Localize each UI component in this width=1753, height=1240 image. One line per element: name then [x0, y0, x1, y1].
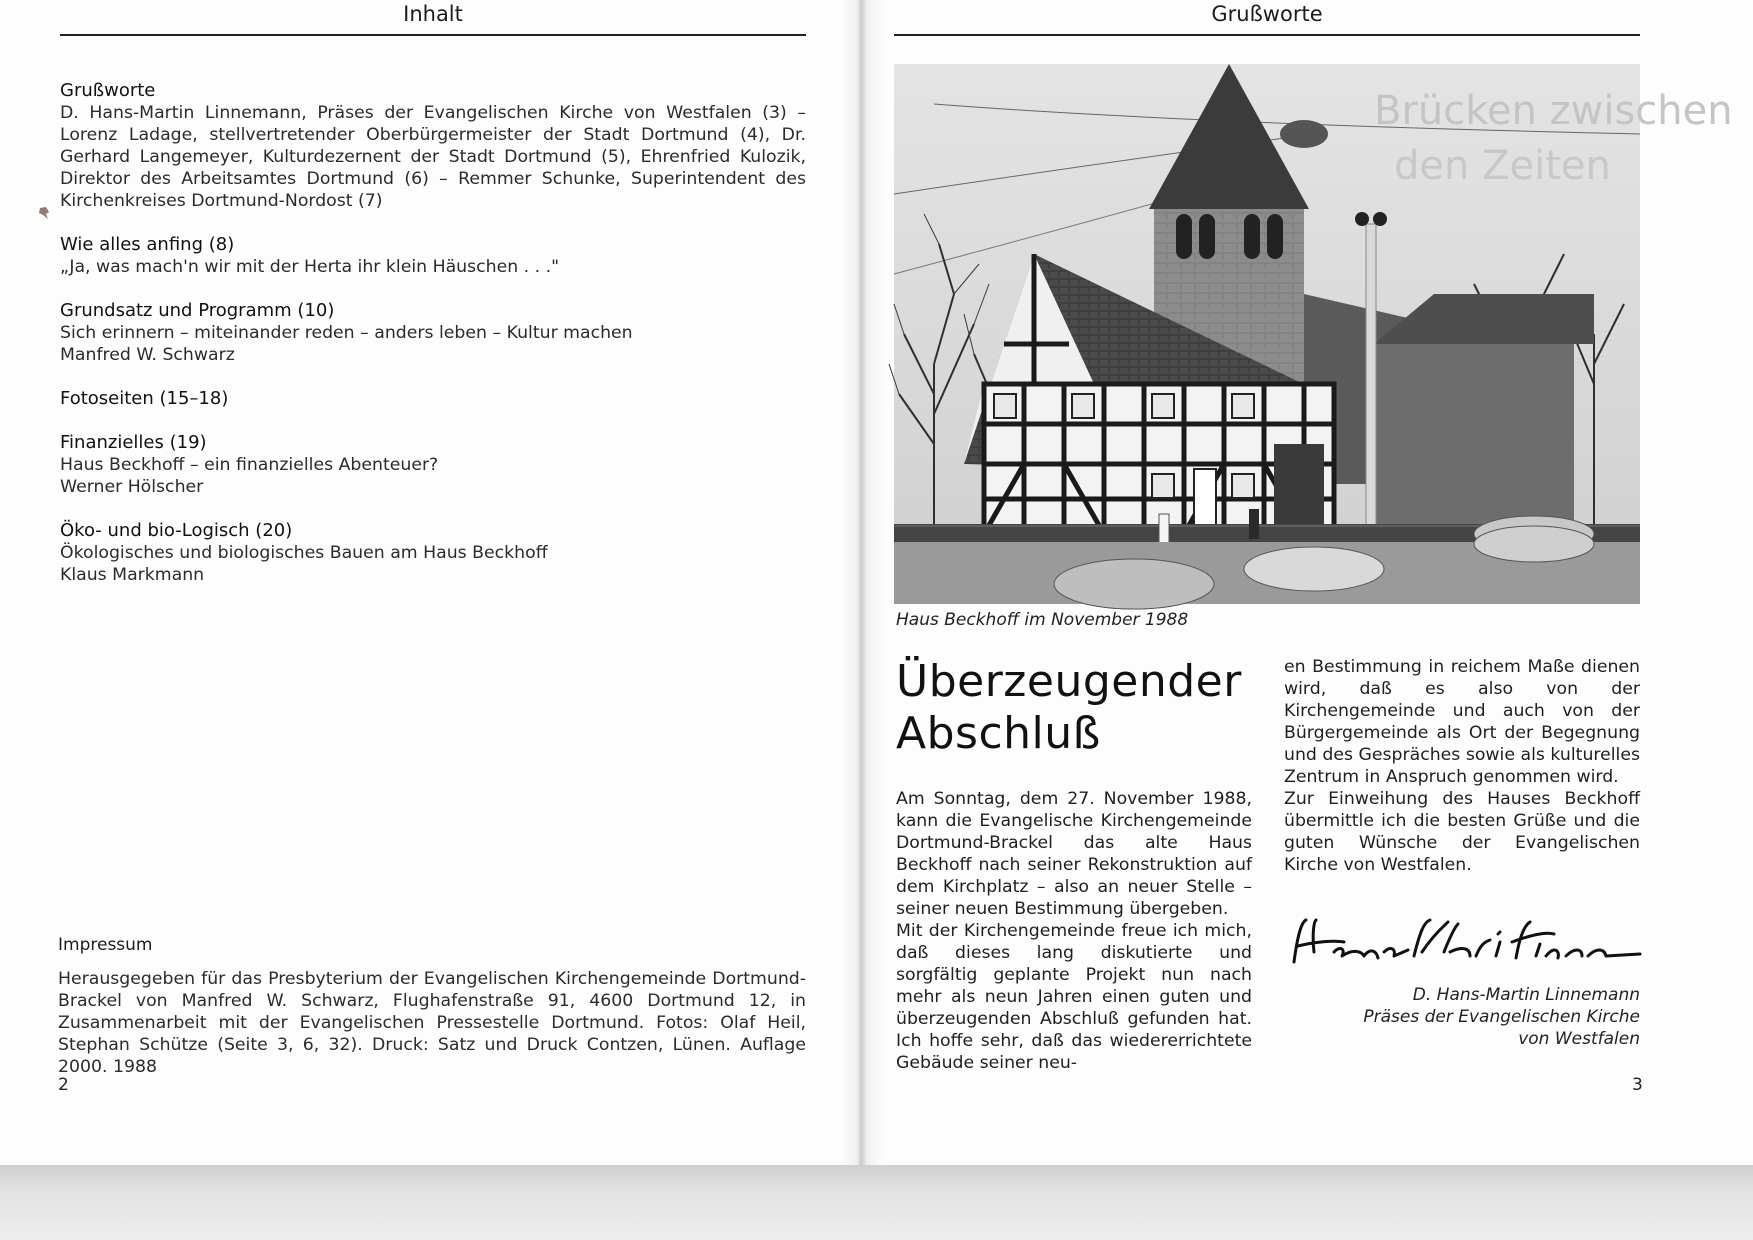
toc-section: [60, 520, 806, 586]
left-page: [0, 0, 858, 1165]
signoff-block: [1284, 984, 1640, 1050]
binding-gutter: [840, 0, 884, 1165]
article-paragraph: Am Sonntag, dem 27. November 1988, kann die Evangelische Kirchengemeinde Dortmund-Brackel das alte Haus Beckhoff nach seiner Rekonstruktion auf dem Kirchplatz – also an neuer Stelle – seiner neuen Bestimmung übergeben.: [896, 789, 1252, 919]
article-paragraph: en Bestimmung in reichem Maße dienen wird, daß es also von der Kirchengemeinde und auch von der Bürgergemeinde als Ort der Begegnung und des Gespräches sowie als kulturelles Zentrum in Anspruch genommen wird.: [1284, 657, 1640, 787]
toc-section: [60, 80, 806, 212]
article-paragraph: Mit der Kirchengemeinde freue ich mich, daß dieses lang diskutierte und sorgfältig geplante Projekt nun nach mehr als neun Jahren einen guten und überzeugenden Abschluß gefunden hat. Ich hoffe sehr, daß das wiedererrichtete Gebäude seiner neu-: [896, 921, 1252, 1073]
article-headline: Überzeugender Abschluß: [896, 656, 1242, 759]
toc-heading: Grußworte: [60, 80, 156, 101]
toc-section: [60, 432, 806, 498]
toc-author: Werner Hölscher: [60, 477, 204, 497]
page-number-right: 3: [1632, 1075, 1643, 1095]
toc-description: Sich erinnern – miteinander reden – anders leben – Kultur machen: [60, 323, 633, 343]
church-and-house-illustration: [894, 64, 1733, 604]
running-rule-right: [894, 34, 1640, 36]
scanner-bed-edge: [0, 1165, 1753, 1240]
toc-heading: Öko- und bio-Logisch (20): [60, 520, 293, 541]
toc-heading: Fotoseiten (15–18): [60, 388, 229, 409]
article-column-right: [1284, 656, 1640, 876]
signoff-title: Präses der Evangelischen Kirche: [1363, 1007, 1640, 1027]
page-number-left: 2: [58, 1075, 69, 1095]
paper-speck: [37, 205, 53, 221]
svg-text:Brücken zwischen: Brücken zwischen: [1374, 88, 1733, 134]
toc-author: Manfred W. Schwarz: [60, 345, 235, 365]
toc-heading: Wie alles anfing (8): [60, 234, 235, 255]
toc-description: D. Hans-Martin Linnemann, Präses der Evangelischen Kirche von Westfalen (3) – Lorenz Ladage, stellvertretender Oberbürgermeister der Stadt Dortmund (4), Dr. Gerhard Langemeyer, Kulturdezernent der Stadt Dortmund (5), Ehrenfried Kulozik, Direktor des Arbeitsamtes Dortmund (6) – Remmer Schunke, Superintendent des Kirchenkreises Dortmund-Nordost (7): [60, 103, 806, 211]
signoff-title: von Westfalen: [1518, 1029, 1640, 1049]
toc-section: [60, 388, 806, 410]
toc-author: Klaus Markmann: [60, 565, 205, 585]
running-head-right: Grußworte: [1211, 2, 1323, 26]
article-paragraph: Zur Einweihung des Hauses Beckhoff übermittle ich die besten Grüße und die guten Wünsche der Evangelischen Kirche von Westfalen.: [1284, 789, 1640, 875]
svg-text:den Zeiten: den Zeiten: [1394, 143, 1611, 189]
table-of-contents: [60, 80, 806, 608]
toc-description: Haus Beckhoff – ein finanzielles Abenteuer?: [60, 455, 439, 475]
handwritten-signature: [1284, 912, 1644, 984]
toc-section: [60, 234, 806, 278]
running-head-left: Inhalt: [403, 2, 463, 26]
impressum-text: Herausgegeben für das Presbyterium der Evangelischen Kirchengemeinde Dortmund-Brackel von Manfred W. Schwarz, Flughafenstraße 91, 4600 Dortmund 12, in Zusammenarbeit mit der Evangelischen Pressestelle Dortmund. Fotos: Olaf Heil, Stephan Schütze (Seite 3, 6, 32). Druck: Satz und Druck Contzen, Lünen. Auflage 2000. 1988: [58, 969, 806, 1077]
article-column-left: [896, 788, 1252, 1074]
toc-section: [60, 300, 806, 366]
toc-description: Ökologisches und biologisches Bauen am Haus Beckhoff: [60, 543, 548, 563]
toc-heading: Finanzielles (19): [60, 432, 207, 453]
running-rule-left: [60, 34, 806, 36]
photo-caption: Haus Beckhoff im November 1988: [896, 610, 1189, 630]
toc-heading: Grundsatz und Programm (10): [60, 300, 335, 321]
impressum-title: Impressum: [58, 935, 153, 955]
signoff-name: D. Hans-Martin Linnemann: [1412, 985, 1640, 1005]
toc-description: „Ja, was mach'n wir mit der Herta ihr klein Häuschen . . .": [60, 257, 560, 277]
impressum: [58, 934, 806, 1078]
haus-beckhoff-photo: [894, 64, 1733, 604]
